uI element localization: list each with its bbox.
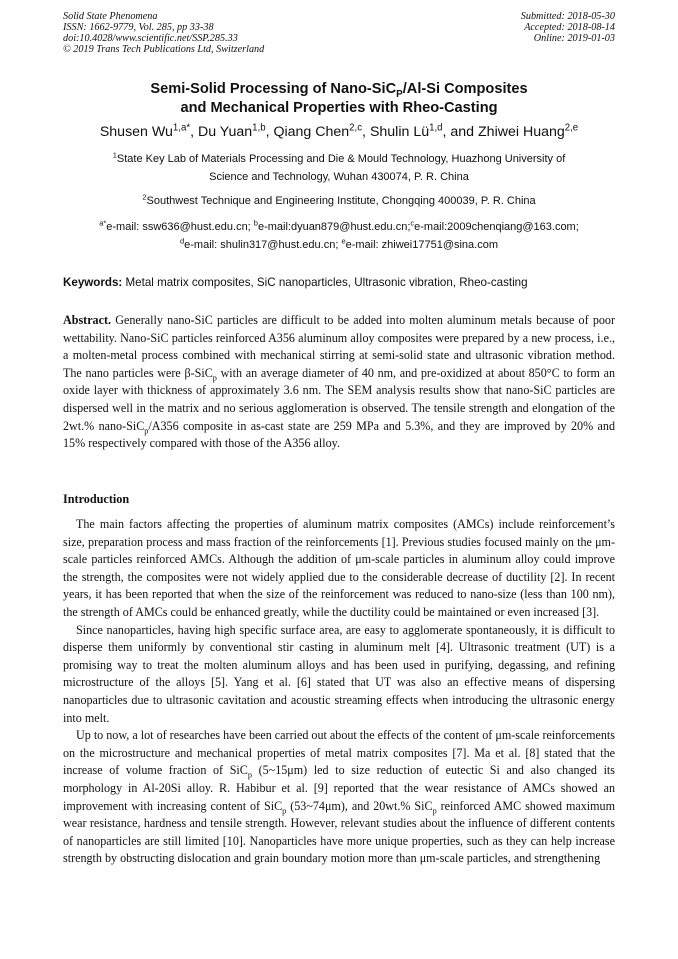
email-d: e-mail: shulin317@hust.edu.cn; xyxy=(184,239,342,251)
abstract-label: Abstract. xyxy=(63,313,112,327)
paragraph: The main factors affecting the properties of aluminum matrix composites (AMCs) include reinforcement’s size, preparation process and mass fraction of the reinforcements [1]. Previous studies focused mainly on the μm-scale particles reinforced AMCs. Although the addition of μm-scale particles in aluminum alloy could improve the strength, the composites were not widely applied due to the considerable decrease of ductility [2]. In recent years, it has been reported that when the size of the reinforcement was reduced to nano-size (less than 100 nm), the strength of AMCs could be enhanced greatly, while the ductility could be maintained or even increased [3]. xyxy=(63,517,615,619)
affiliation-1: $^1$State Key Lab of Materials Processing and Die & Mould Technology, Huazhong University of Science and Technology, Wuhan 430074, P. R. China xyxy=(112,150,566,183)
keywords-text: Metal matrix composites, SiC nanoparticles, Ultrasonic vibration, Rheo-casting xyxy=(122,276,528,289)
email-a: e-mail: ssw636@hust.edu.cn; xyxy=(106,221,254,233)
author-name: Qiang Chen xyxy=(273,124,350,140)
journal-info xyxy=(63,11,264,55)
abstract: Abstract. Generally nano-SiC particles are difficult to be added into molten aluminum metals because of poor wettability. Nano-SiC particles reinforced A356 aluminum alloy composites were prepared by a new process, i.e., a molten-metal process combined with mechanical stirring at semi-solid state and ultrasonic vibration method. The nano particles were β-SiC$_p$ with an average diameter of 40 nm, and pre-oxidized at about 850°C to form an oxide layer with thickness of approximately 3.6 nm. The SEM analysis results show that nano-SiC particles are dispersed well in the matrix and no serious agglomeration is observed. The tensile strength and elongation of the 2wt.% nano-SiC$_p$/A356 composite in as-cast state are 259 MPa and 5.3%, and they are improved by 20% and 15% respectively compared with those of the A356 alloy. xyxy=(63,313,615,451)
author-name: Zhiwei Huang xyxy=(478,124,565,140)
email-c: e-mail:2009chenqiang@163.com; xyxy=(414,221,579,233)
introduction-body xyxy=(63,516,615,868)
keywords xyxy=(63,275,528,291)
journal-doi: doi:10.4028/www.scientific.net/SSP.285.33 xyxy=(63,33,238,44)
accepted-date: Accepted: 2018-08-14 xyxy=(524,22,615,33)
journal-issn: ISSN: 1662-9779, Vol. 285, pp 33-38 xyxy=(63,22,214,33)
email-b: e-mail:dyuan879@hust.edu.cn; xyxy=(257,221,411,233)
author-emails: $^{a*}$e-mail: ssw636@hust.edu.cn; $^b$e-mail:dyuan879@hust.edu.cn;$^c$e-mail:2009chenqiang@163.com; $^d$e-mail: shulin317@hust.edu.cn; $^e$e-mail: zhiwei17751@sina.com xyxy=(99,218,579,251)
author-list: Shusen $Wu^{1,a*}$, Du Yuan$^{1,b}$, Qiang Chen$^{2,c}$, Shulin Lü$^{1,d}$, and Zhiwei Huang$^{2,e}$ xyxy=(99,122,579,140)
submitted-date: Submitted: 2018-05-30 xyxy=(520,11,615,22)
email-e: e-mail: zhiwei17751@sina.com xyxy=(345,239,499,251)
author-name: Shusen Wu xyxy=(99,124,173,140)
author-name: Shulin Lü xyxy=(369,124,430,140)
section-heading: Introduction xyxy=(63,492,130,506)
journal-copyright: © 2019 Trans Tech Publications Ltd, Switzerland xyxy=(63,44,265,55)
publication-dates xyxy=(521,11,615,44)
affiliation-2: $^2$Southwest Technique and Engineering Institute, Chongqing 400039, P. R. China xyxy=(142,192,536,207)
keywords-label: Keywords: xyxy=(63,276,123,289)
paragraph: Since nanoparticles, having high specific surface area, are easy to agglomerate spontaneously, it is difficult to disperse them uniformly by conventional stir casting in aluminum melt [4]. Ultrasonic treatment (UT) is a promising way to treat the molten aluminum alloys and has been used in purifying, degassing, and refining microstructure of the alloys [5]. Yang et al. [6] stated that UT was also an effective means of dispersing nanoparticles due to ultrasonic cavitation and acoustic streaming effects when introducing the ultrasonic energy into melt. xyxy=(63,622,615,725)
paper-title xyxy=(0,80,678,118)
author-name: Du Yuan xyxy=(197,124,253,140)
title-line-1: Semi-Solid Processing of Nano-SiC$_P$/Al-Si Composites xyxy=(150,81,528,100)
journal-name: Solid State Phenomena xyxy=(63,11,158,22)
paragraph: Up to now, a lot of researches have been carried out about the effects of the content of μm-scale reinforcements on the microstructure and mechanical properties of metal matrix composites [7]. Ma et al. [8] stated that the increase of volume fraction of SiC$_p$ (5~15μm) led to size reduction of eutectic Si and also changed its morphology in Al-20Si alloy. R. Habibur et al. [9] reported that the wear resistance of AMCs showed an improvement with increasing content of SiC$_p$ (53~74μm), and 20wt.% SiC$_p$ reinforced AMC showed maximum wear resistance, hardness and tensile strength. However, relevant studies about the influence of different contents of nanoparticles are still limited [10]. Nanoparticles have more unique properties, such as they can help increase strength by obstructing dislocation and grain boundary motion more than μm-scale particles, and strengthening xyxy=(63,728,615,866)
title-line-2: and Mechanical Properties with Rheo-Casting xyxy=(180,100,498,116)
online-date: Online: 2019-01-03 xyxy=(533,33,615,44)
